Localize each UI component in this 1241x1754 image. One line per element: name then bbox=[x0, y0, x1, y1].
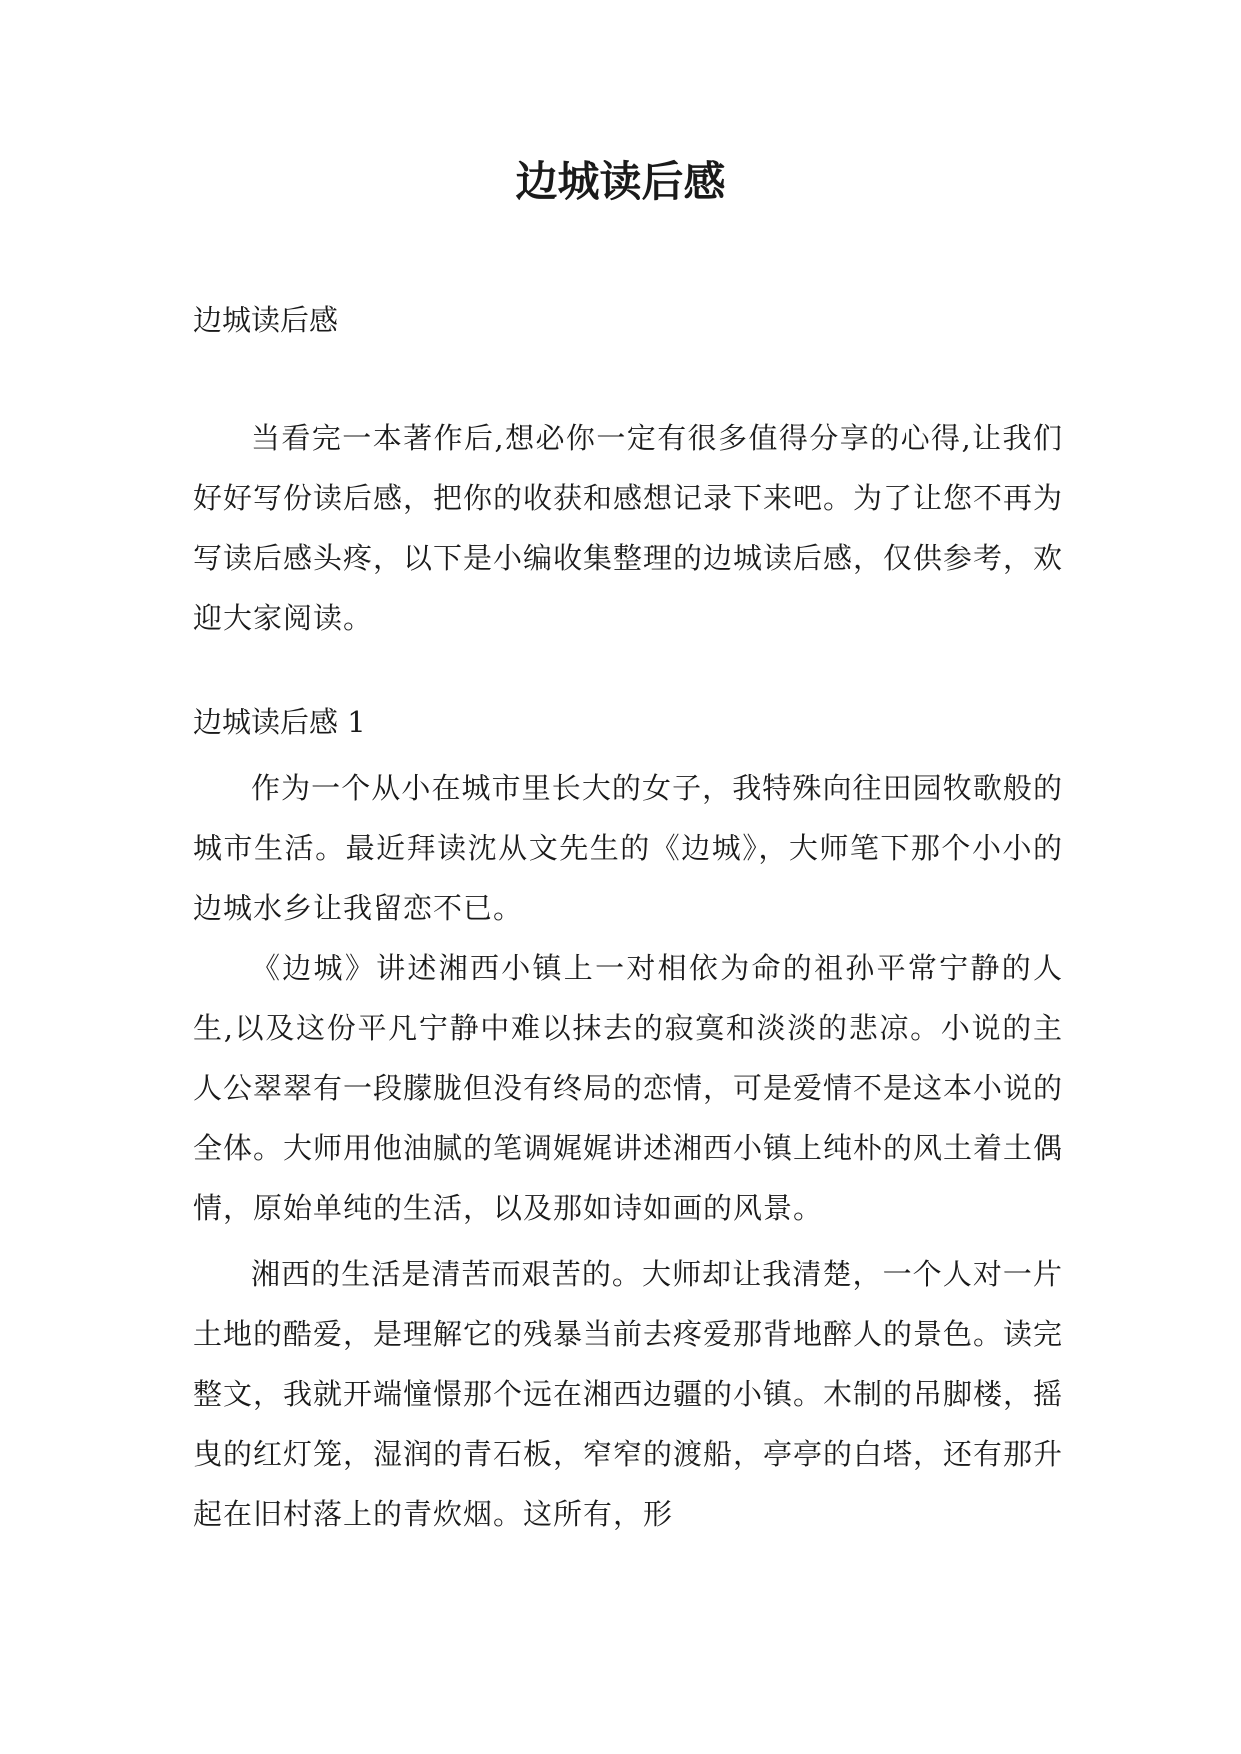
intro-paragraph: 当看完一本著作后,想必你一定有很多值得分享的心得,让我们好好写份读后感，把你的收获和感想记录下来吧。为了让您不再为写读后感头疼，以下是小编收集整理的边城读后感，仅供参考，欢迎大家阅读。 bbox=[193, 421, 1064, 635]
document-subtitle: 边城读后感 bbox=[193, 303, 339, 337]
document-title: 边城读后感 bbox=[515, 157, 726, 206]
body-paragraph: 作为一个从小在城市里长大的女子，我特殊向往田园牧歌般的城市生活。最近拜读沈从文先生的《边城》，大师笔下那个小小的边城水乡让我留恋不已。 bbox=[193, 771, 1063, 925]
spacer bbox=[193, 350, 1063, 408]
body-paragraph: 湘西的生活是清苦而艰苦的。大师却让我清楚，一个人对一片土地的酷爱，是理解它的残暴当前去疼爱那背地醉人的景色。读完整文，我就开端憧憬那个远在湘西边疆的小镇。木制的吊脚楼，摇曳的红灯笼，湿润的青石板，窄窄的渡船，亭亭的白塔，还有那升起在旧村落上的青炊烟。这所有，形 bbox=[193, 1257, 1064, 1531]
body-paragraph: 《边城》讲述湘西小镇上一对相依为命的祖孙平常宁静的人生,以及这份平凡宁静中难以抹去的寂寞和淡淡的悲凉。小说的主人公翠翠有一段朦胧但没有终局的恋情，可是爱情不是这本小说的全体。大师用他油腻的笔调娓娓讲述湘西小镇上纯朴的风土着土偶情，原始单纯的生活，以及那如诗如画的风景。 bbox=[193, 951, 1064, 1225]
section-heading: 边城读后感 1 bbox=[193, 705, 366, 739]
spacer bbox=[193, 648, 1063, 692]
document-body bbox=[193, 290, 1063, 1544]
